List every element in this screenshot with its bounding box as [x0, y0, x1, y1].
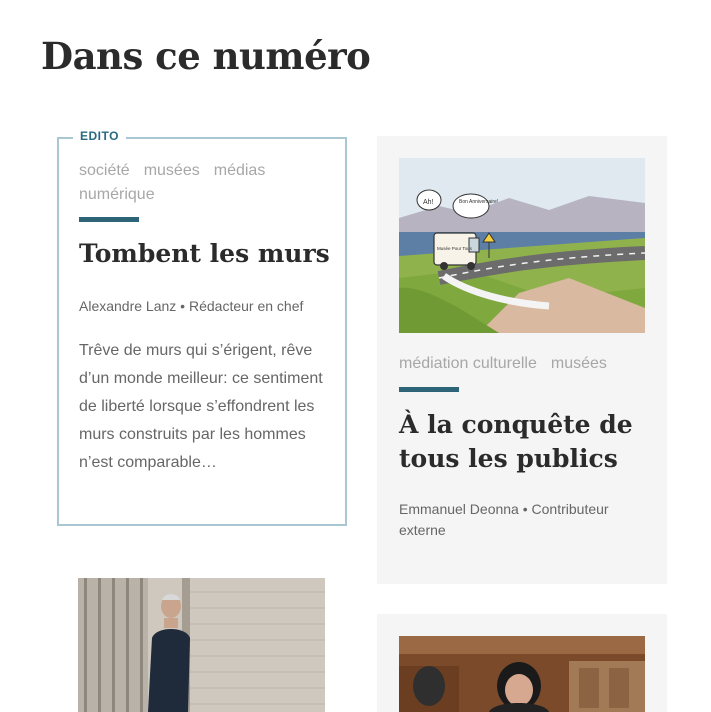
- portrait-photo: [78, 578, 325, 712]
- tag-medias[interactable]: médias: [213, 162, 266, 179]
- bubble-2-text: Bon Anniversaire!: [459, 199, 499, 205]
- article-image[interactable]: [399, 158, 645, 333]
- article-author: Emmanuel Deonna • Contributeur externe: [399, 501, 609, 538]
- portrait-photo: [399, 636, 645, 712]
- cartoon-illustration: [399, 158, 645, 333]
- article-card[interactable]: [377, 136, 667, 584]
- edito-label: EDITO: [73, 129, 126, 143]
- article-card[interactable]: [377, 614, 667, 712]
- edito-tags: [79, 159, 329, 207]
- accent-bar: [79, 217, 139, 222]
- edito-excerpt: Trêve de murs qui s’érigent, rêve d’un monde meilleur: ce sentiment de liberté lorsque s’effondrent les murs construits par les hommes n’est comparable…: [79, 342, 323, 471]
- accent-bar: [399, 387, 459, 392]
- edito-title[interactable]: Tombent les murs: [79, 239, 330, 268]
- tag-musees[interactable]: musées: [550, 355, 607, 372]
- edito-card[interactable]: [57, 129, 347, 526]
- tag-musees[interactable]: musées: [143, 162, 200, 179]
- tag-numerique[interactable]: numérique: [79, 186, 155, 203]
- article-title[interactable]: À la conquête de tous les publics: [399, 410, 633, 473]
- bubble-1-text: Ah!: [423, 199, 434, 206]
- page-title: Dans ce numéro: [41, 34, 371, 78]
- tag-societe[interactable]: société: [79, 162, 130, 179]
- article-image[interactable]: [399, 636, 645, 712]
- tag-mediation-culturelle[interactable]: médiation culturelle: [399, 355, 537, 372]
- edito-author: Alexandre Lanz • Rédacteur en chef: [79, 298, 304, 314]
- article-image-portrait[interactable]: [78, 578, 325, 712]
- article-tags: [399, 352, 621, 376]
- van-sign-text: Musée Pour Tous: [437, 246, 472, 251]
